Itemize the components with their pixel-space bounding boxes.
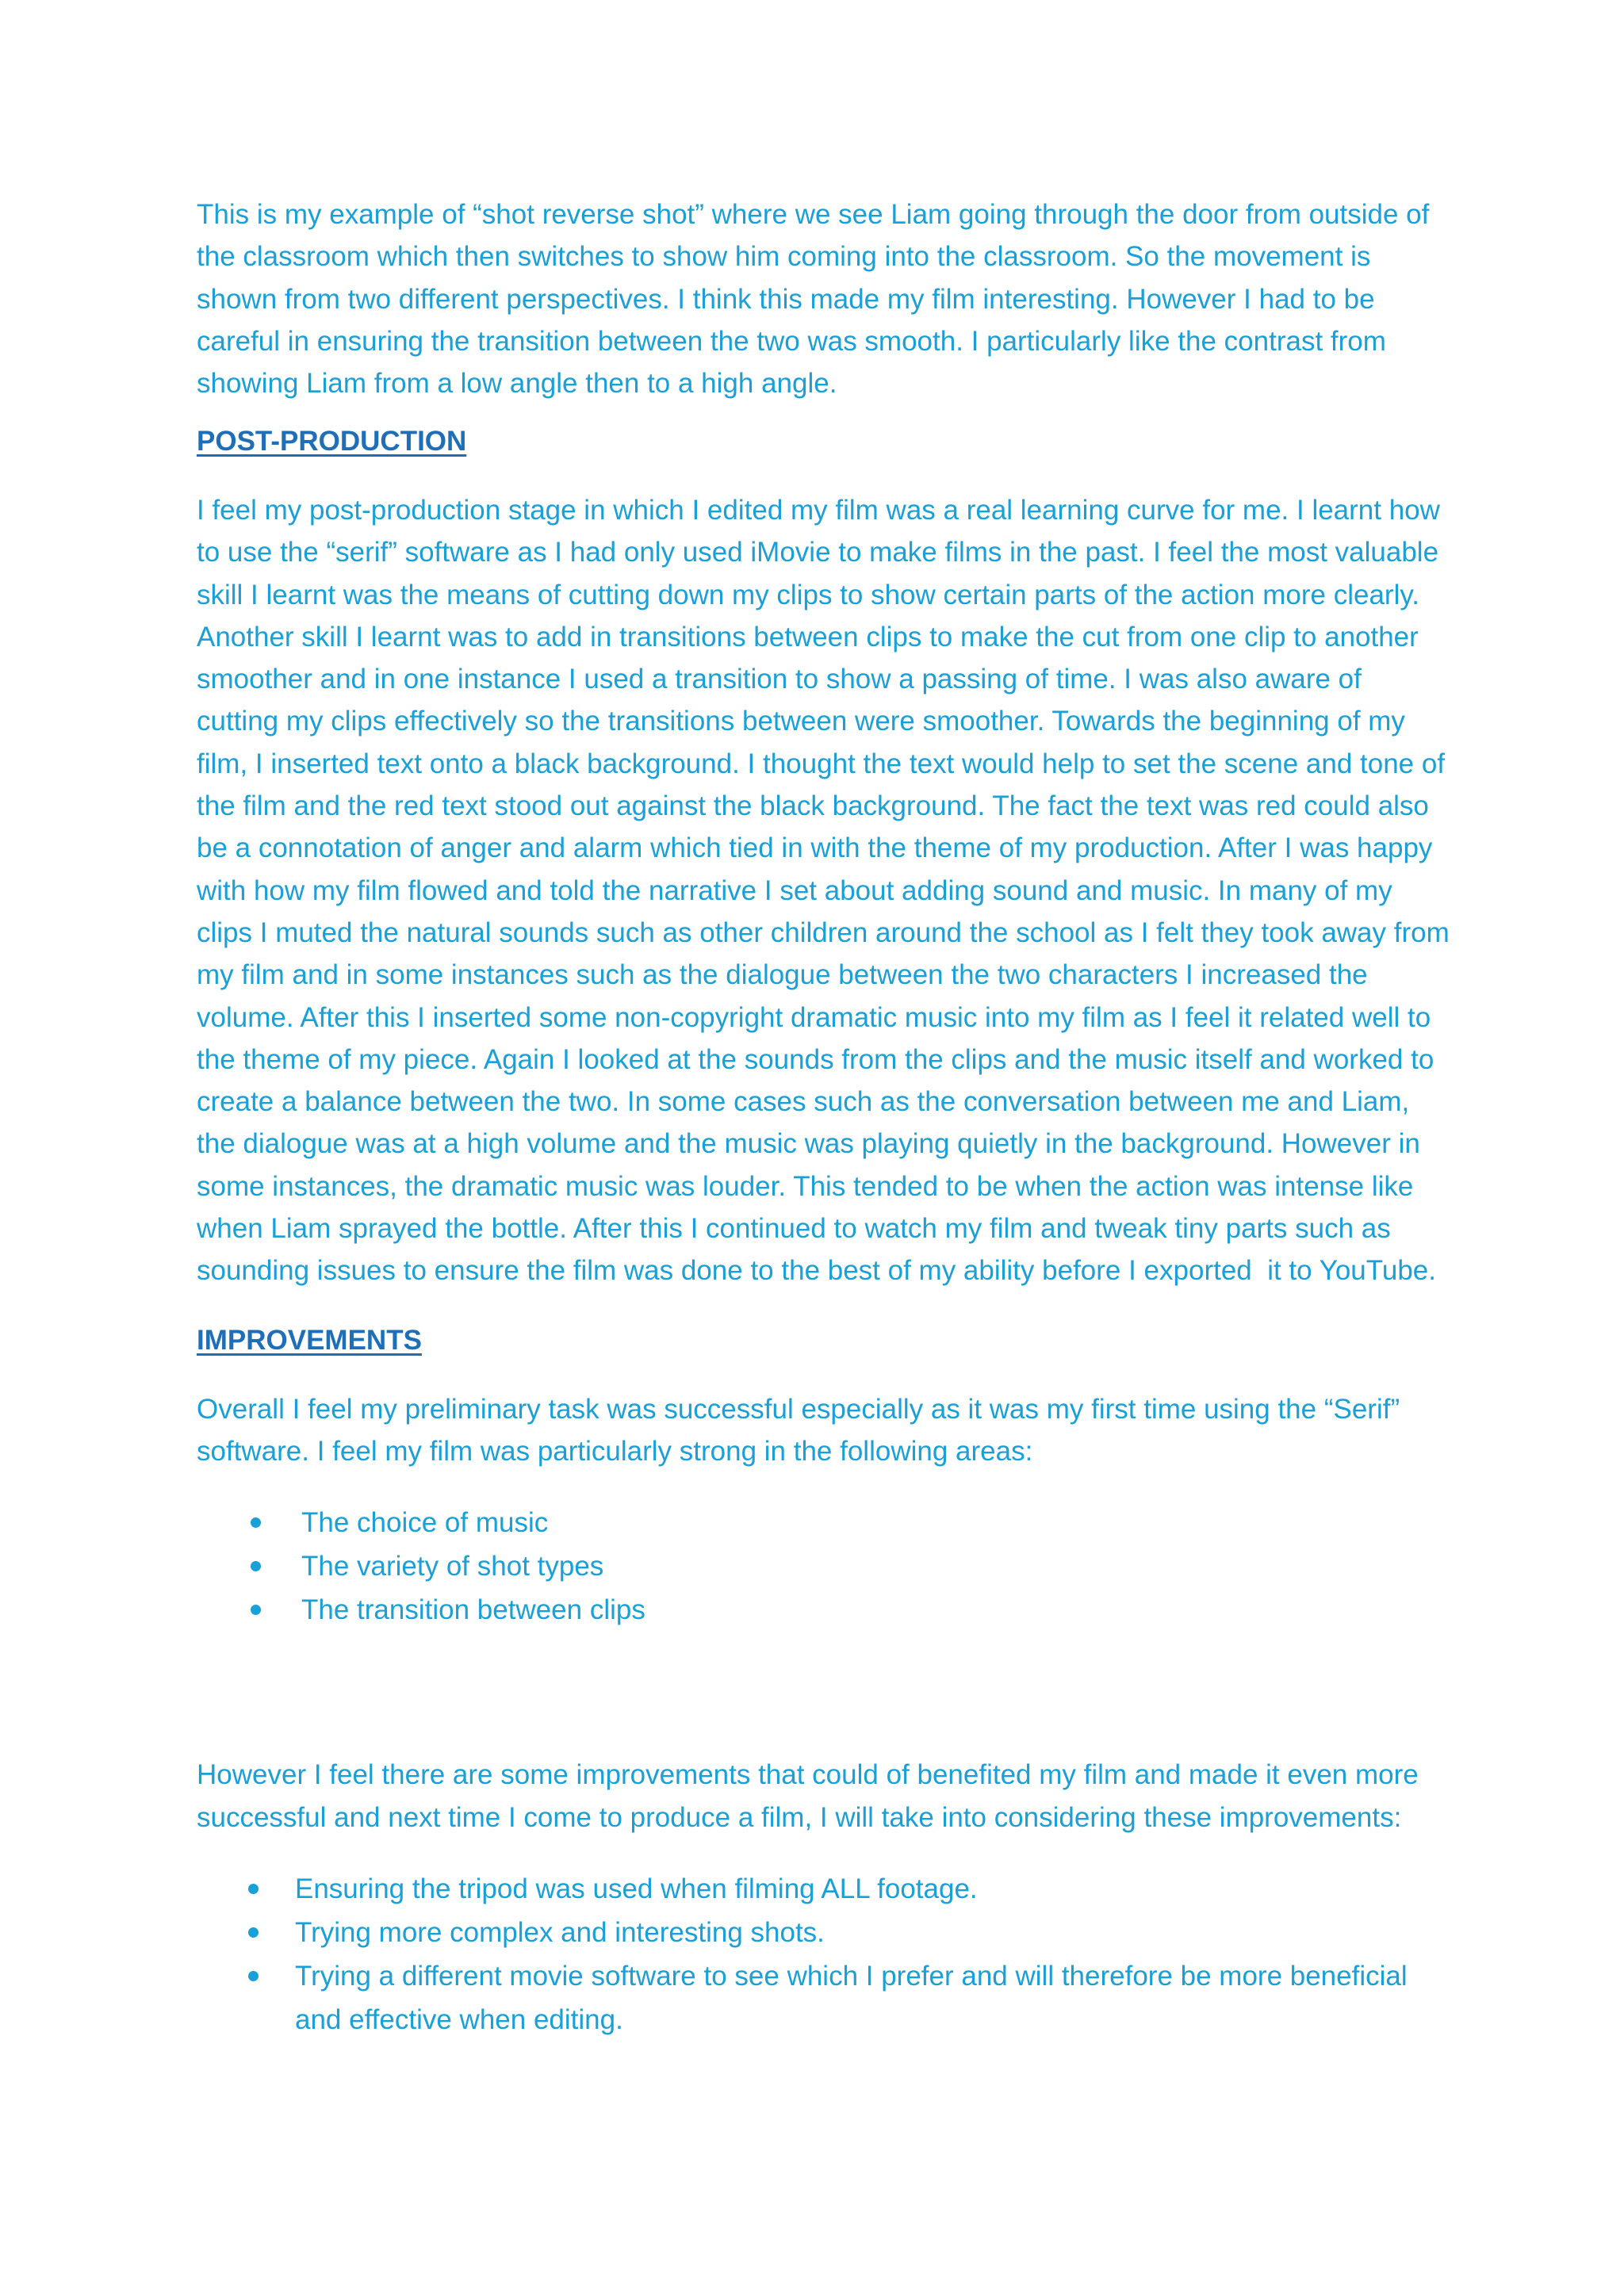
- bullet-icon: [251, 1517, 261, 1528]
- list-item: Trying more complex and interesting shots.: [197, 1911, 1450, 1954]
- improvements-heading: IMPROVEMENTS: [197, 1324, 422, 1356]
- post-production-paragraph: I feel my post-production stage in which I edited my film was a real learning curve for me. I learnt how to use the “serif” software as I had only used iMovie to make films in the past. I feel the most valuable skill I learnt was the means of cutting down my clips to show certain parts of the action more clearly. Another skill I learnt was to add in transitions between clips to make the cut from one clip to another smoother and in one instance I used a transition to show a passing of time. I was also aware of cutting my clips effectively so the transitions between were smoother. Towards the beginning of my film, I inserted text onto a black background. I thought the text would help to set the scene and tone of the film and the red text stood out against the black background. The fact the text was red could also be a connotation of anger and alarm which tied in with the theme of my production. After I was happy with how my film flowed and told the narrative I set about adding sound and music. In many of my clips I muted the natural sounds such as other children around the school as I felt they took away from my film and in some instances such as the dialogue between the two characters I increased the volume. After this I inserted some non-copyright dramatic music into my film as I feel it related well to the theme of my piece. Again I looked at the sounds from the clips and the music itself and worked to create a balance between the two. In some cases such as the conversation between me and Liam, the dialogue was at a high volume and the music was playing quietly in the background. However in some instances, the dramatic music was louder. This tended to be when the action was intense like when Liam sprayed the bottle. After this I continued to watch my film and tweak tiny parts such as sounding issues to ensure the film was done to the best of my ability before I exported it to YouTube.: [197, 495, 1457, 1287]
- bullet-icon: [251, 1605, 261, 1615]
- list-item: The variety of shot types: [197, 1544, 1450, 1588]
- bullet-icon: [248, 1971, 259, 1981]
- list-item: The choice of music: [197, 1501, 1450, 1544]
- bullet-icon: [248, 1884, 259, 1894]
- list-item: The transition between clips: [197, 1588, 1450, 1632]
- improvements-list: [197, 1867, 1450, 2042]
- strengths-list: [197, 1501, 1450, 1632]
- list-item: Trying a different movie software to see which I prefer and will therefore be more beneficial and effective when editing.: [197, 1954, 1450, 2042]
- document-body: [197, 193, 1457, 2042]
- improvements-paragraph: Overall I feel my preliminary task was successful especially as it was my first time using the “Serif” software. I feel my film was particularly strong in the following areas:: [197, 1393, 1408, 1467]
- intro-paragraph: This is my example of “shot reverse shot” where we see Liam going through the door from outside of the classroom which then switches to show him coming into the classroom. So the movement is shown from two different perspectives. I think this made my film interesting. However I had to be careful in ensuring the transition between the two was smooth. I particularly like the contrast from showing Liam from a low angle then to a high angle.: [197, 199, 1438, 400]
- post-production-heading: POST-PRODUCTION: [197, 426, 467, 457]
- improvements-paragraph-2: However I feel there are some improvements that could of benefited my film and made it even more successful and next time I come to produce a film, I will take into considering these improvements:: [197, 1759, 1427, 1833]
- bullet-icon: [248, 1927, 259, 1938]
- list-item: Ensuring the tripod was used when filming ALL footage.: [197, 1867, 1450, 1911]
- bullet-icon: [251, 1561, 261, 1571]
